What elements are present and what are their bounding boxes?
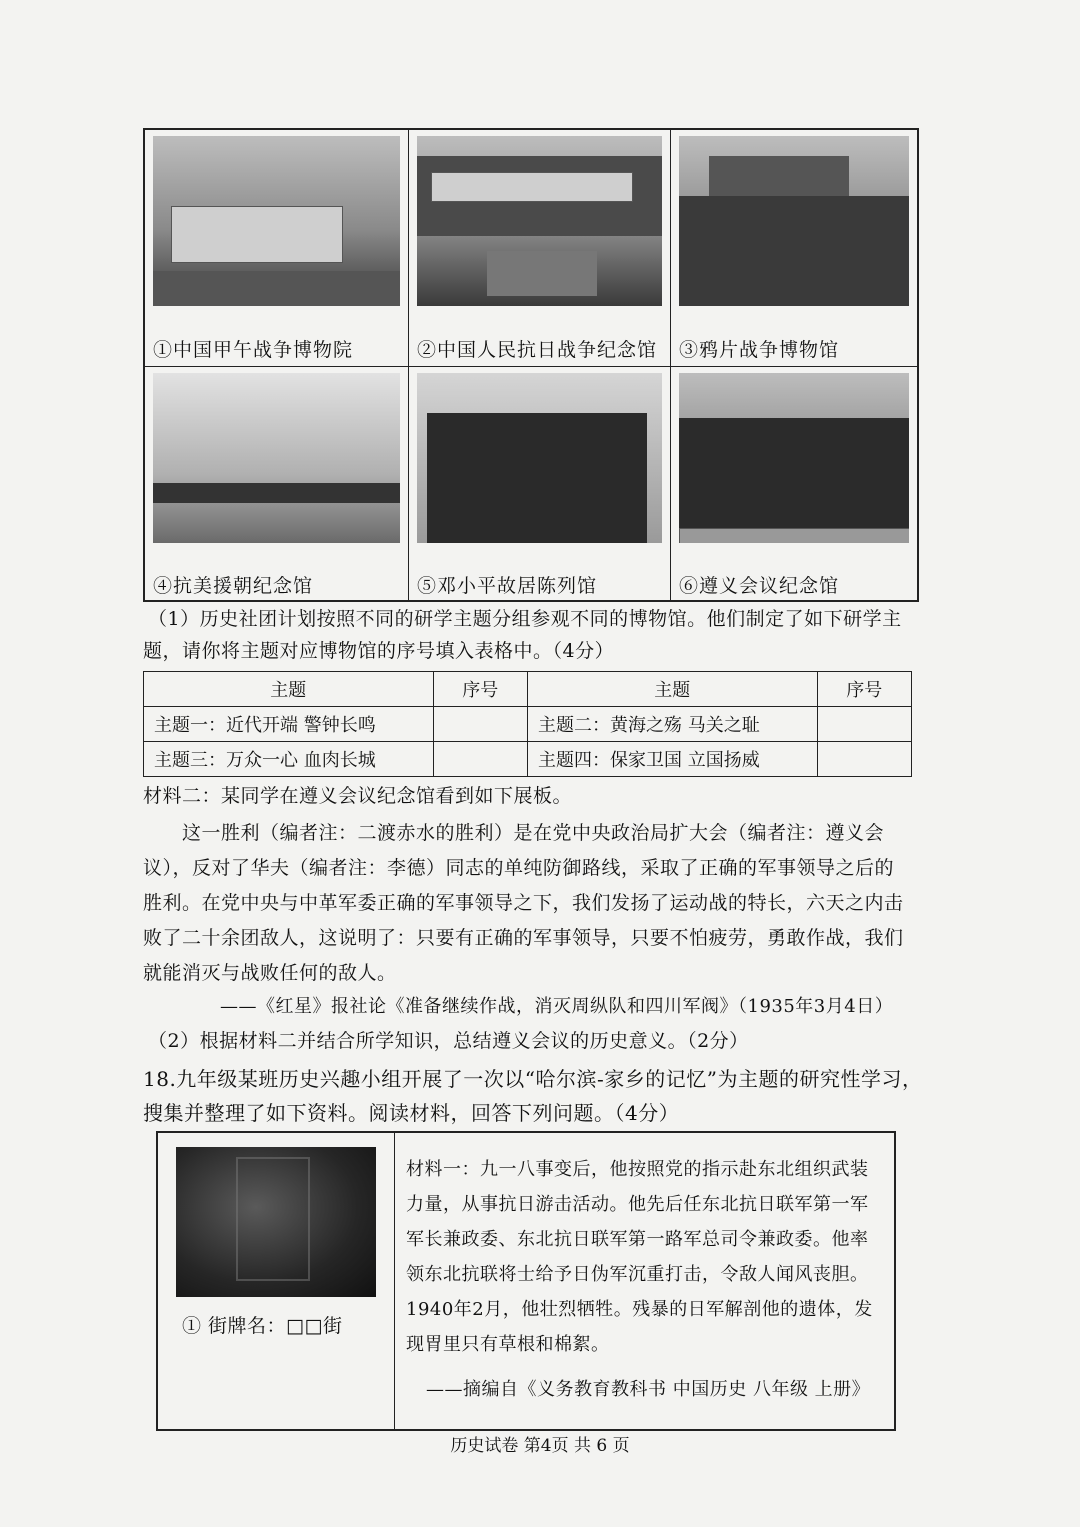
museum-photo-5 xyxy=(417,373,662,543)
street-sign-photo xyxy=(176,1147,376,1297)
museum-photo-1 xyxy=(153,136,400,306)
material-box-divider xyxy=(394,1133,395,1429)
q2-text: （2）根据材料二并结合所学知识，总结遵义会议的历史意义。（2分） xyxy=(148,1030,749,1052)
material1-line: 材料一：九一八事变后，他按照党的指示赴东北组织武装 xyxy=(406,1159,869,1180)
museum-photo-3 xyxy=(679,136,909,306)
answer-cell[interactable] xyxy=(817,707,912,742)
material2-line: 胜利。在党中央与中革军委正确的军事领导之下，我们发扬了运动战的特长，六天之内击 xyxy=(143,892,904,914)
material1-line: 军长兼政委、东北抗日联军第一路军总司令兼政委。他率 xyxy=(406,1229,869,1250)
museum-caption-1: ①中国甲午战争博物院 xyxy=(153,339,354,361)
material2-line: 议），反对了华夫（编者注：李德）同志的单纯防御路线，采取了正确的军事领导之后的 xyxy=(143,857,895,879)
museum-cell-1 xyxy=(145,130,409,367)
museum-cell-4 xyxy=(145,367,409,602)
table-header-theme: 主题 xyxy=(144,672,434,707)
table-row xyxy=(144,742,912,777)
q18-line2: 搜集并整理了如下资料。阅读材料，回答下列问题。（4分） xyxy=(143,1101,680,1125)
material2-intro: 材料二：某同学在遵义会议纪念馆看到如下展板。 xyxy=(143,785,573,807)
material2-line: 这一胜利（编者注：二渡赤水的胜利）是在党中央政治局扩大会（编者注：遵义会 xyxy=(182,822,885,844)
table-header-row xyxy=(144,672,912,707)
material2-source: ——《红星》报社论《准备继续作战，消灭周纵队和四川军阀》（1935年3月4日） xyxy=(220,996,894,1017)
material1-line: 力量，从事抗日游击活动。他先后任东北抗日联军第一军 xyxy=(406,1194,869,1215)
answer-cell[interactable] xyxy=(817,742,912,777)
museum-cell-6 xyxy=(671,367,917,602)
q18-line1: 18.九年级某班历史兴趣小组开展了一次以“哈尔滨-家乡的记忆”为主题的研究性学习， xyxy=(143,1067,923,1091)
museum-photo-6 xyxy=(679,373,909,543)
museum-photo-2 xyxy=(417,136,662,306)
material1-source: ——摘编自《义务教育教科书 中国历史 八年级 上册》 xyxy=(426,1379,871,1400)
material2-line: 败了二十余团敌人，这说明了：只要有正确的军事领导，只要不怕疲劳，勇敢作战，我们 xyxy=(143,927,904,949)
museum-photo-grid xyxy=(143,128,919,602)
theme-table xyxy=(143,671,912,777)
museum-caption-5: ⑤邓小平故居陈列馆 xyxy=(417,575,598,597)
table-header-theme: 主题 xyxy=(527,672,817,707)
museum-caption-6: ⑥遵义会议纪念馆 xyxy=(679,575,840,597)
table-header-number: 序号 xyxy=(433,672,527,707)
table-header-number: 序号 xyxy=(817,672,912,707)
material-box xyxy=(156,1131,896,1431)
q1-line1: （1）历史社团计划按照不同的研学主题分组参观不同的博物馆。他们制定了如下研学主 xyxy=(148,608,902,630)
museum-caption-4: ④抗美援朝纪念馆 xyxy=(153,575,314,597)
material1-line: 1940年2月，他壮烈牺牲。残暴的日军解剖他的遗体，发 xyxy=(406,1299,873,1320)
museum-caption-3: ③鸦片战争博物馆 xyxy=(679,339,840,361)
museum-cell-5 xyxy=(409,367,671,602)
museum-cell-2 xyxy=(409,130,671,367)
museum-photo-4 xyxy=(153,373,400,543)
material1-line: 现胃里只有草根和棉絮。 xyxy=(406,1334,610,1355)
museum-cell-3 xyxy=(671,130,917,367)
answer-cell[interactable] xyxy=(433,707,527,742)
q1-line2: 题，请你将主题对应博物馆的序号填入表格中。（4分） xyxy=(143,640,615,662)
museum-caption-2: ②中国人民抗日战争纪念馆 xyxy=(417,339,658,361)
table-cell: 主题三：万众一心 血肉长城 xyxy=(144,742,434,777)
table-row xyxy=(144,707,912,742)
material1-line: 领东北抗联将士给予日伪军沉重打击，令敌人闻风丧胆。 xyxy=(406,1264,869,1285)
street-sign-caption: ① 街牌名：□□街 xyxy=(182,1315,343,1337)
page-footer: 历史试卷 第4页 共 6 页 xyxy=(450,1436,630,1456)
table-cell: 主题四：保家卫国 立国扬威 xyxy=(527,742,817,777)
material2-line: 就能消灭与战败任何的敌人。 xyxy=(143,962,397,984)
table-cell: 主题一：近代开端 警钟长鸣 xyxy=(144,707,434,742)
table-cell: 主题二：黄海之殇 马关之耻 xyxy=(527,707,817,742)
answer-cell[interactable] xyxy=(433,742,527,777)
